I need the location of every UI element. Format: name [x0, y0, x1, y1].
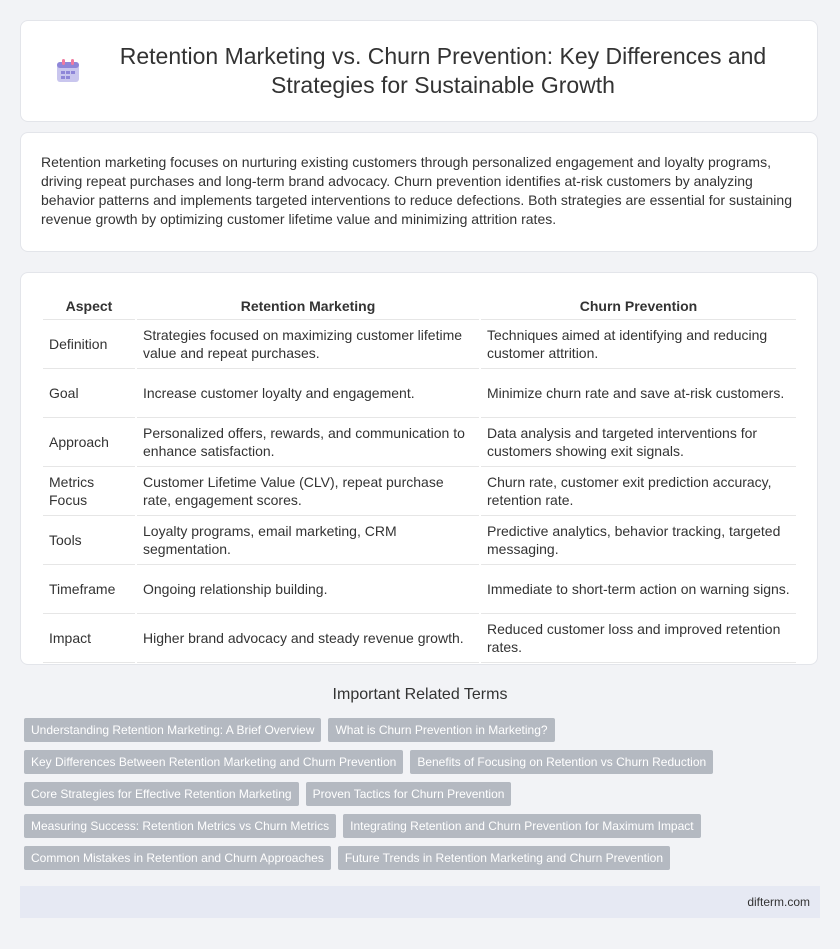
churn-cell: Immediate to short-term action on warning signs. [481, 565, 796, 614]
comparison-table [41, 295, 798, 663]
page-title: Retention Marketing vs. Churn Prevention: Key Differences and Strategies for Sustainable Growth [119, 43, 767, 98]
related-term-tag[interactable]: Understanding Retention Marketing: A Brief Overview [24, 718, 321, 742]
footer-site-name[interactable]: difterm.com [747, 895, 810, 909]
churn-cell: Reduced customer loss and improved retention rates. [481, 614, 796, 663]
retention-cell: Higher brand advocacy and steady revenue growth. [137, 614, 479, 663]
table-row [43, 516, 796, 565]
aspect-cell: Goal [43, 369, 135, 418]
churn-cell: Churn rate, customer exit prediction accuracy, retention rate. [481, 467, 796, 516]
aspect-cell: Timeframe [43, 565, 135, 614]
aspect-cell: Tools [43, 516, 135, 565]
aspect-cell: Metrics Focus [43, 467, 135, 516]
churn-cell: Predictive analytics, behavior tracking, targeted messaging. [481, 516, 796, 565]
churn-cell: Minimize churn rate and save at-risk customers. [481, 369, 796, 418]
aspect-cell: Approach [43, 418, 135, 467]
table-row [43, 418, 796, 467]
table-row [43, 467, 796, 516]
related-term-tag[interactable]: Common Mistakes in Retention and Churn Approaches [24, 846, 331, 870]
retention-cell: Strategies focused on maximizing customer lifetime value and repeat purchases. [137, 320, 479, 369]
table-row [43, 320, 796, 369]
column-header-retention: Retention Marketing [137, 295, 479, 320]
retention-cell: Ongoing relationship building. [137, 565, 479, 614]
retention-cell: Loyalty programs, email marketing, CRM segmentation. [137, 516, 479, 565]
related-term-tag[interactable]: What is Churn Prevention in Marketing? [328, 718, 554, 742]
aspect-cell: Definition [43, 320, 135, 369]
related-term-tag[interactable]: Key Differences Between Retention Marketing and Churn Prevention [24, 750, 403, 774]
churn-cell: Data analysis and targeted interventions for customers showing exit signals. [481, 418, 796, 467]
retention-cell: Customer Lifetime Value (CLV), repeat purchase rate, engagement scores. [137, 467, 479, 516]
retention-cell: Personalized offers, rewards, and communication to enhance satisfaction. [137, 418, 479, 467]
related-term-tag[interactable]: Proven Tactics for Churn Prevention [306, 782, 512, 806]
table-row [43, 614, 796, 663]
column-header-aspect: Aspect [43, 295, 135, 320]
related-term-tag[interactable]: Measuring Success: Retention Metrics vs Churn Metrics [24, 814, 336, 838]
related-terms-title: Important Related Terms [332, 686, 508, 703]
footer [20, 886, 820, 918]
related-term-tag[interactable]: Benefits of Focusing on Retention vs Churn Reduction [410, 750, 713, 774]
comparison-table-card [20, 272, 818, 665]
intro-text: Retention marketing focuses on nurturing existing customers through personalized engagement and loyalty programs, driving repeat purchases and long-term brand advocacy. Churn prevention identifies at-risk customers by analyzing behavior patterns and implements targeted interventions to reduce defections. Both strategies are essential for sustaining revenue growth by optimizing customer lifetime value and minimizing attrition rates. [41, 154, 792, 227]
header-card [20, 20, 818, 122]
related-terms-list [24, 718, 824, 878]
churn-cell: Techniques aimed at identifying and reducing customer attrition. [481, 320, 796, 369]
calendar-icon [55, 58, 81, 84]
table-row [43, 369, 796, 418]
table-header-row [43, 295, 796, 320]
column-header-churn: Churn Prevention [481, 295, 796, 320]
table-row [43, 565, 796, 614]
related-term-tag[interactable]: Future Trends in Retention Marketing and Churn Prevention [338, 846, 670, 870]
aspect-cell: Impact [43, 614, 135, 663]
retention-cell: Increase customer loyalty and engagement. [137, 369, 479, 418]
related-term-tag[interactable]: Integrating Retention and Churn Prevention for Maximum Impact [343, 814, 701, 838]
related-term-tag[interactable]: Core Strategies for Effective Retention Marketing [24, 782, 299, 806]
intro-card [20, 132, 818, 252]
